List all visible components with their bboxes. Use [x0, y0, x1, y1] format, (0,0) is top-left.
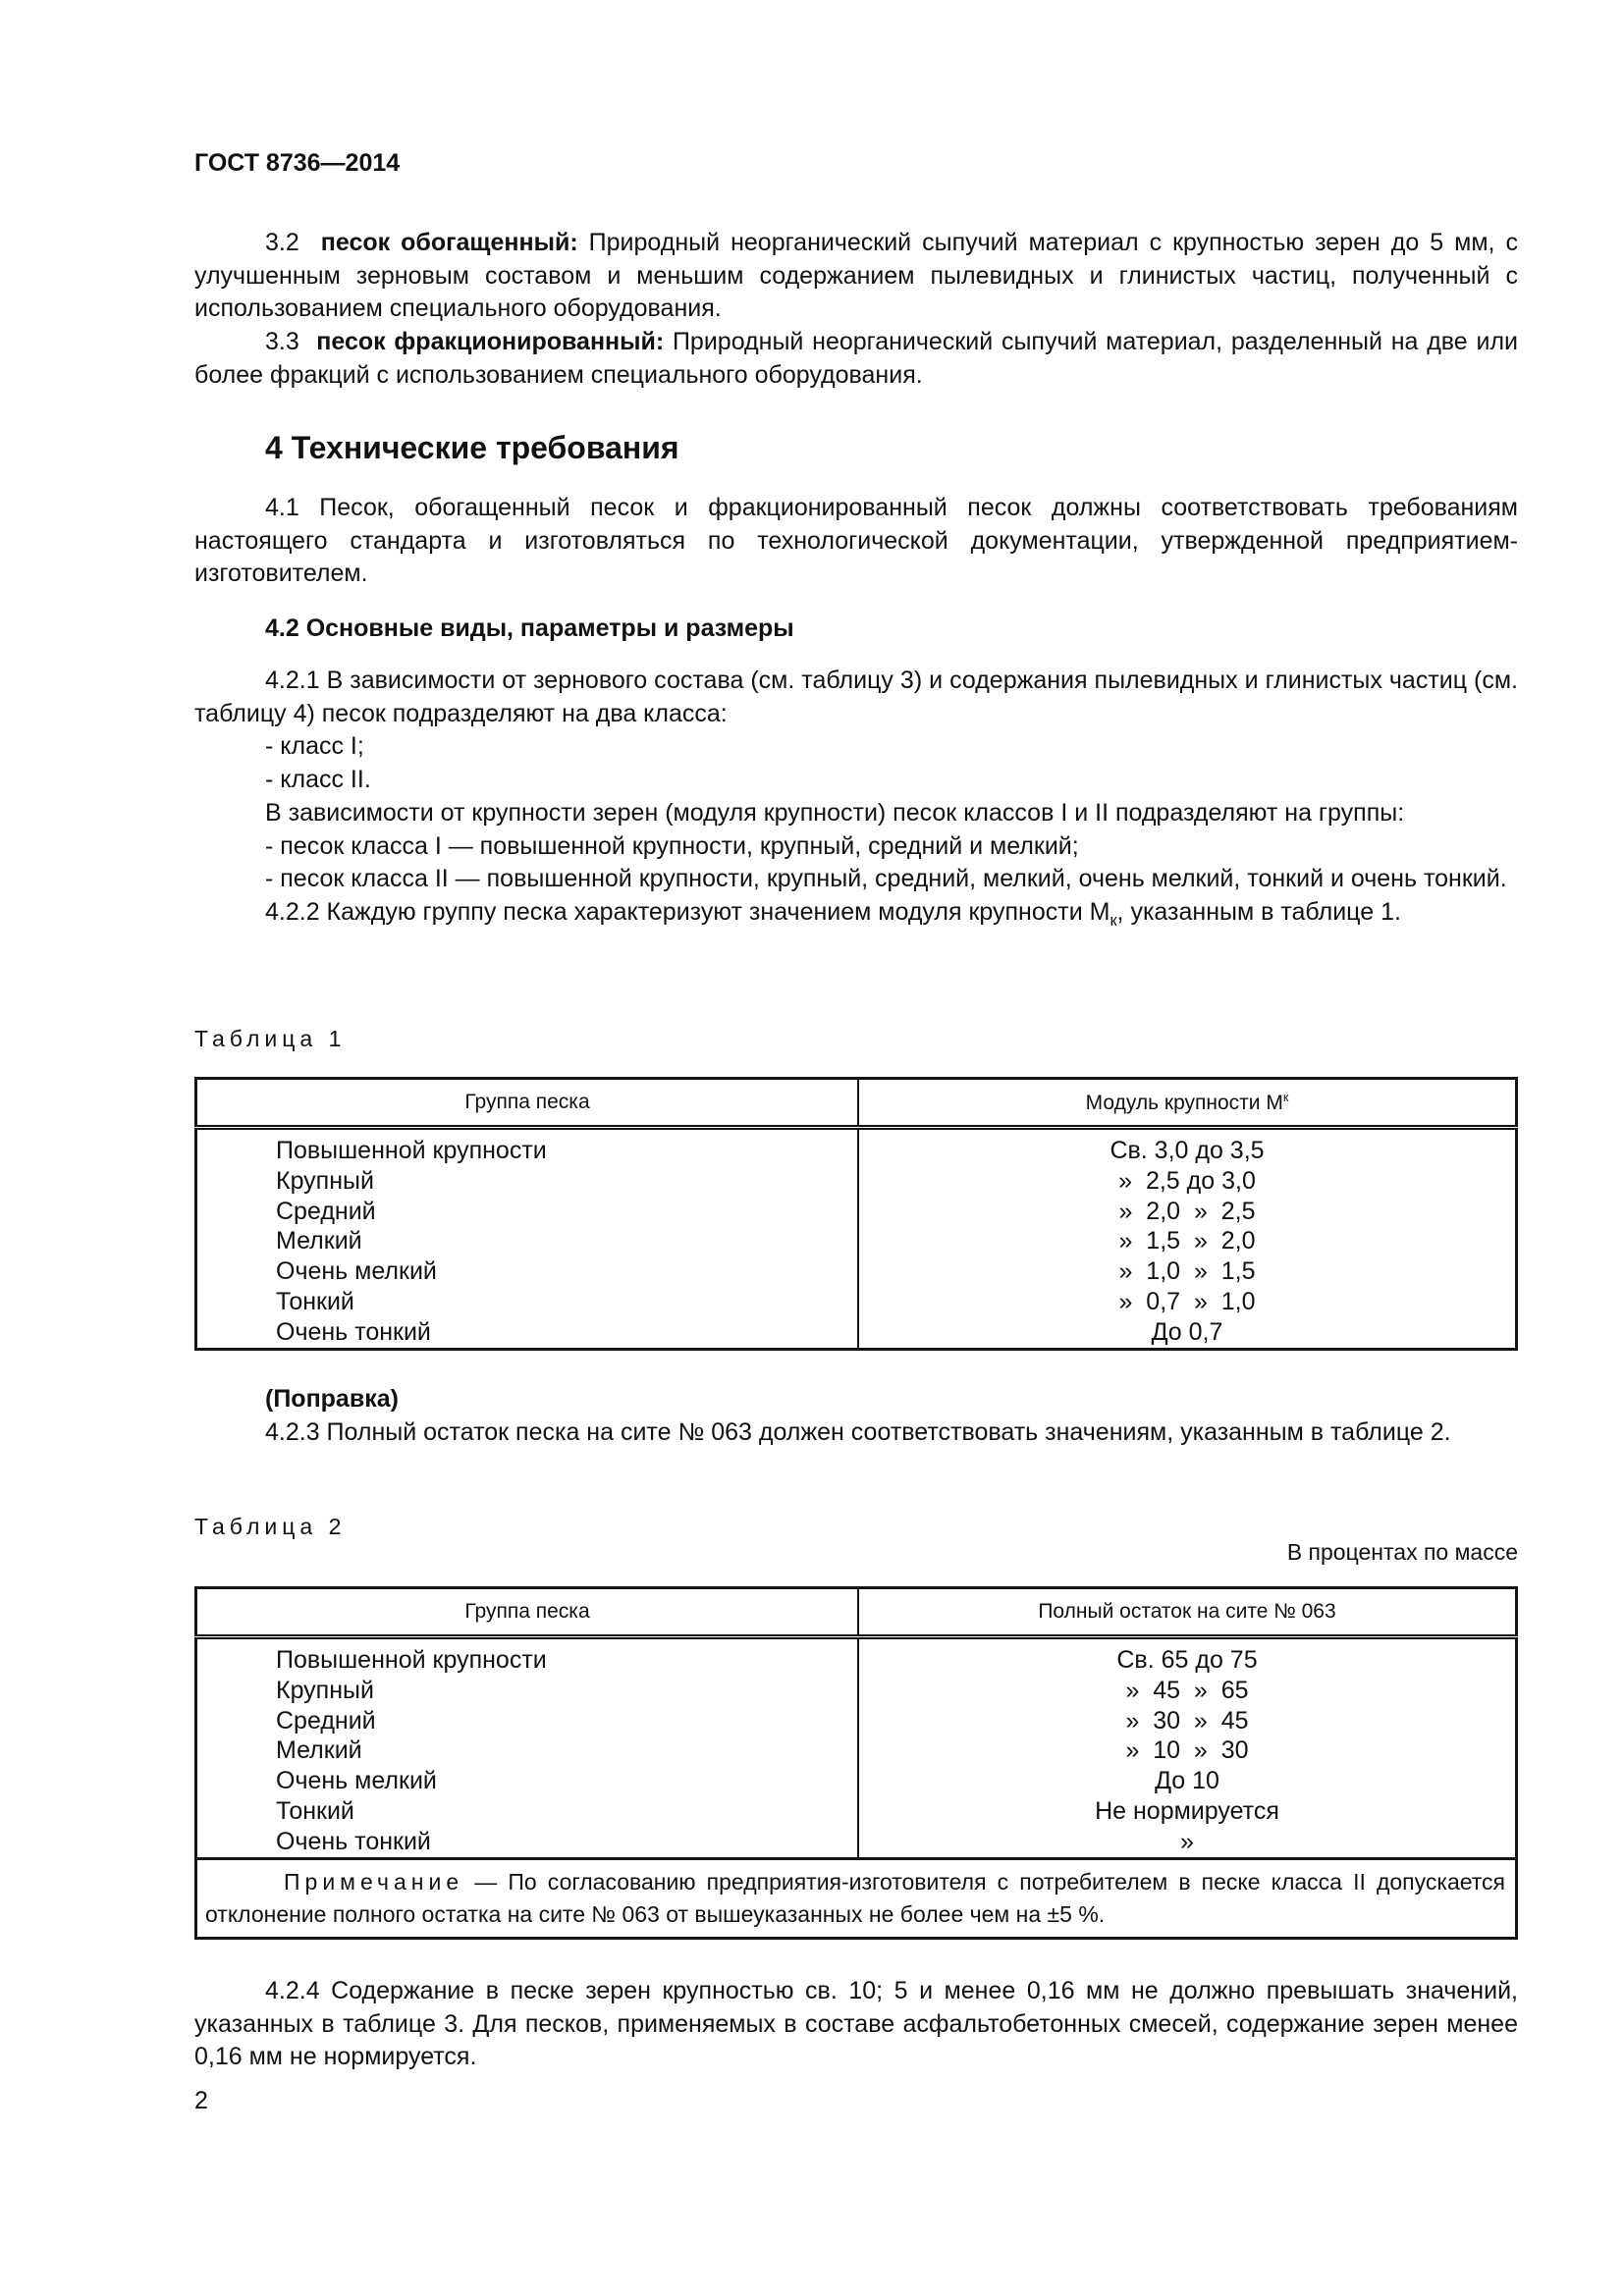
- text: , указанным в таблице 1.: [1116, 897, 1401, 926]
- table-note: [196, 1858, 1517, 1938]
- table-2: [194, 1586, 1518, 1940]
- group-cell: Крупный: [276, 1166, 374, 1195]
- term: песок фракционированный:: [316, 328, 665, 356]
- column-header: Группа песка: [196, 1588, 859, 1637]
- group-cell: Повышенной крупности: [276, 1137, 547, 1164]
- column-header: [858, 1079, 1517, 1128]
- group-cell: Очень мелкий: [276, 1257, 437, 1286]
- group-cell: Тонкий: [276, 1287, 354, 1315]
- clause-4-2-2: [194, 896, 1518, 938]
- paragraph: 4.2.3 Полный остаток песка на сите № 063 должен соответствовать значениям, указанным в таблице 2.: [265, 1417, 1451, 1446]
- amendment-label: (Поправка): [265, 1385, 399, 1413]
- list-item: - класс I;: [265, 732, 364, 761]
- value-cell: До 0,7: [1151, 1317, 1223, 1346]
- term: песок обогащенный:: [320, 229, 578, 256]
- group-column: [196, 1637, 859, 1859]
- group-cell: Мелкий: [276, 1227, 362, 1255]
- group-cell: Очень тонкий: [276, 1827, 431, 1855]
- table-1: [194, 1077, 1518, 1351]
- paragraph: 4.1 Песок, обогащенный песок и фракционированный песок должны соответствовать требованиям настоящего стандарта и изготовляться по технологической документации, утвержденной предприятием-изготовителем.: [194, 494, 1518, 588]
- value-column: [858, 1128, 1517, 1350]
- table-note-row: [196, 1858, 1517, 1938]
- clause-4-2-1: [194, 665, 1518, 938]
- value-cell: Не нормируется: [1095, 1796, 1279, 1825]
- list-item: - песок класса I — повышенной крупности, крупный, средний и мелкий;: [265, 831, 1079, 860]
- header-text: Модуль крупности М: [1085, 1091, 1283, 1114]
- group-cell: Средний: [276, 1197, 376, 1225]
- value-cell: » 0,7 » 1,0: [1118, 1287, 1256, 1315]
- value-column: [858, 1637, 1517, 1859]
- paragraph: 4.2.4 Содержание в песке зерен крупностью св. 10; 5 и менее 0,16 мм не должно превышать значений, указанных в таблице 3. Для песков, применяемых в составе асфальтобетонных смесей, содержание зерен менее 0,16 мм не нормируется.: [194, 1977, 1518, 2071]
- subsection-heading: 4.2 Основные виды, параметры и размеры: [265, 614, 794, 642]
- value-cell: Св. 65 до 75: [1116, 1646, 1258, 1674]
- group-cell: Тонкий: [276, 1796, 354, 1825]
- table-1-caption: Таблица 1: [194, 1026, 347, 1051]
- paragraph: 4.2.1 В зависимости от зернового состава (см. таблицу 3) и содержания пылевидных и глинистых частиц (см. таблицу 4) песок подразделяют на два класса:: [194, 667, 1518, 727]
- page-number: 2: [194, 2087, 208, 2114]
- group-cell: Очень тонкий: [276, 1317, 431, 1346]
- column-header: Полный остаток на сите № 063: [858, 1588, 1517, 1637]
- note-label: Примечание: [284, 1868, 464, 1895]
- clause-3-2: [194, 227, 1518, 393]
- definition: Природный неорганический сыпучий материал с крупностью зерен до 5 мм, с улучшенным зерновым составом и меньшим содержанием пылевидных и глинистых частиц, полученный с использованием специального оборудования.: [194, 229, 1518, 323]
- value-cell: »: [1180, 1827, 1194, 1855]
- value-cell: » 45 » 65: [1125, 1676, 1249, 1704]
- value-cell: До 10: [1155, 1767, 1219, 1795]
- value-cell: » 1,0 » 1,5: [1118, 1257, 1256, 1286]
- group-cell: Крупный: [276, 1676, 374, 1704]
- column-header: Группа песка: [196, 1079, 859, 1128]
- table-header: [196, 1588, 1517, 1637]
- value-cell: » 1,5 » 2,0: [1118, 1227, 1256, 1255]
- list-item: - песок класса II — повышенной крупности, крупный, средний, мелкий, очень мелкий, тонкий и очень тонкий.: [265, 865, 1507, 893]
- document-id: ГОСТ 8736—2014: [194, 149, 401, 177]
- group-cell: Повышенной крупности: [276, 1646, 547, 1674]
- value-cell: Св. 3,0 до 3,5: [1110, 1137, 1265, 1164]
- subscript: к: [1110, 911, 1117, 930]
- text: 4.2.2 Каждую группу песка характеризуют значением модуля крупности М: [265, 897, 1110, 926]
- table-header: [196, 1079, 1517, 1128]
- value-cell: » 10 » 30: [1125, 1736, 1249, 1765]
- note-text: — По согласованию предприятия-изготовителя с потребителем в песке класса II допускается отклонение полного остатка на сите № 063 от вышеуказанных не более чем на ±5 %.: [205, 1868, 1505, 1927]
- clause-4-2-3: [194, 1383, 1518, 1449]
- clause-4-2-4: [194, 1975, 1518, 2074]
- group-cell: Средний: [276, 1706, 376, 1735]
- table-2-caption: Таблица 2: [194, 1514, 347, 1539]
- value-cell: » 2,5 до 3,0: [1118, 1166, 1256, 1195]
- definition: Природный неорганический сыпучий материал, разделенный на две или более фракций с использованием специального оборудования.: [194, 328, 1518, 389]
- clause-number: 3.3: [265, 328, 299, 356]
- group-cell: Мелкий: [276, 1736, 362, 1765]
- group-cell: Очень мелкий: [276, 1767, 437, 1795]
- section-heading: 4 Технические требования: [265, 430, 679, 465]
- clause-4-1: [194, 492, 1518, 591]
- clause-number: 3.2: [265, 229, 299, 256]
- value-cell: » 30 » 45: [1125, 1706, 1249, 1735]
- list-item: - класс II.: [265, 766, 371, 794]
- value-cell: » 2,0 » 2,5: [1118, 1197, 1256, 1225]
- table-2-units: В процентах по массе: [1286, 1539, 1518, 1565]
- superscript: к: [1282, 1090, 1289, 1104]
- paragraph: В зависимости от крупности зерен (модуля крупности) песок классов I и II подразделяют на группы:: [265, 798, 1405, 827]
- table-body: [196, 1128, 1517, 1350]
- group-column: [196, 1128, 859, 1350]
- table-body: [196, 1637, 1517, 1859]
